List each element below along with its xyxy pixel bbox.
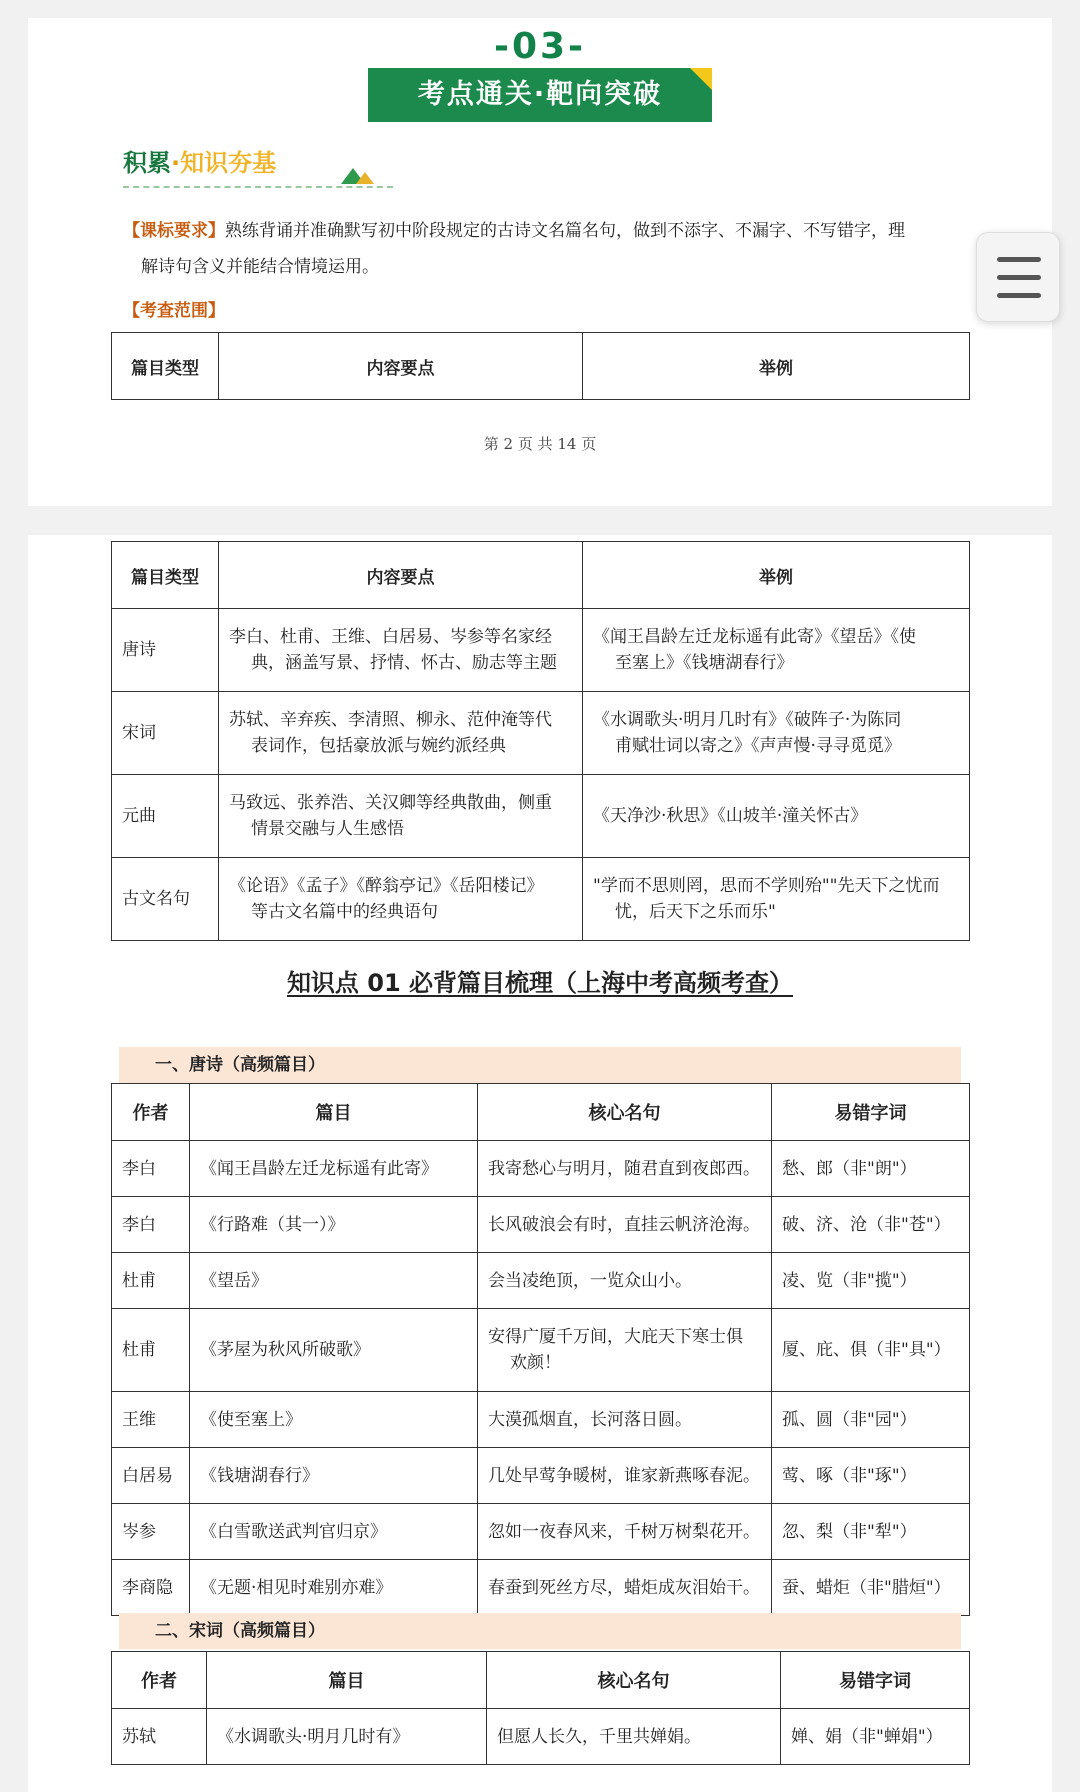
error-words-cell: 厦、庇、俱（非"具"） [772,1309,970,1392]
song-ci-table [111,1651,970,1765]
col-header-title: 篇目 [190,1084,478,1141]
mountain-small-icon [356,172,374,184]
example-line: 至塞上》《钱塘湖春行》 [615,653,794,673]
example-line: 忧，后天下之乐而乐" [615,902,776,922]
col-header-core-lines: 核心名句 [487,1652,781,1709]
core-line-cell: 长风破浪会有时，直挂云帆济沧海。 [478,1197,772,1253]
core-line: 安得广厦千万间，大庇天下寒士俱 [488,1327,743,1347]
col-header-author: 作者 [112,1084,190,1141]
col-header-example: 举例 [583,542,970,609]
title-cell: 《无题·相见时难别亦难》 [190,1560,478,1616]
col-header-type: 篇目类型 [112,333,219,400]
requirement-text-2: 解诗句含义并能结合情境运用。 [141,257,379,277]
core-line-cell [478,1309,772,1392]
example-line: 《天净沙·秋思》《山坡羊·潼关怀古》 [593,806,868,826]
col-header-example: 举例 [583,333,970,400]
author-cell: 李商隐 [112,1560,190,1616]
col-header-content: 内容要点 [219,542,583,609]
content-line: 苏轼、辛弃疾、李清照、柳永、范仲淹等代 [229,710,552,730]
type-cell: 古文名句 [112,858,219,941]
section-number: -03- [494,26,586,67]
subhead-underline [123,186,393,188]
title-cell: 《望岳》 [190,1253,478,1309]
knowledge-point-title-text: 知识点 01 必背篇目梳理（上海中考高频考查） [286,969,794,997]
content-line: 李白、杜甫、王维、白居易、岑参等名家经 [229,627,552,647]
content-cell [219,609,583,692]
example-cell [583,609,970,692]
content-line: 《论语》《孟子》《醉翁亭记》《岳阳楼记》 [229,876,544,896]
error-words-cell: 孤、圆（非"园"） [772,1392,970,1448]
author-cell: 李白 [112,1197,190,1253]
page-number: 第 2 页 共 14 页 [483,435,597,453]
table-row [112,775,970,858]
content-line: 马致远、张养浩、关汉卿等经典散曲，侧重 [229,793,552,813]
core-line-cell: 春蚕到死丝方尽，蜡炬成灰泪始干。 [478,1560,772,1616]
col-header-content: 内容要点 [219,333,583,400]
title-cell: 《使至塞上》 [190,1392,478,1448]
table-row [112,1504,970,1560]
example-cell [583,775,970,858]
title-cell: 《钱塘湖春行》 [190,1448,478,1504]
title-cell: 《白雪歌送武判官归京》 [190,1504,478,1560]
title-cell: 《行路难（其一）》 [190,1197,478,1253]
author-cell: 李白 [112,1141,190,1197]
table-row [112,1197,970,1253]
banner-corner-decoration [690,68,712,90]
error-words-cell: 蚕、蜡炬（非"腊烜"） [772,1560,970,1616]
core-line-cell: 会当凌绝顶，一览众山小。 [478,1253,772,1309]
subhead-accumulate: 积累 [123,149,171,177]
col-header-title: 篇目 [207,1652,487,1709]
type-cell: 元曲 [112,775,219,858]
error-words-cell: 莺、啄（非"琢"） [772,1448,970,1504]
content-line: 表词作，包括豪放派与婉约派经典 [251,736,506,756]
error-words-cell: 凌、览（非"揽"） [772,1253,970,1309]
col-header-error-words: 易错字词 [781,1652,970,1709]
table-row [112,858,970,941]
table-row [112,1560,970,1616]
curriculum-requirement [123,213,1003,285]
knowledge-point-title [28,963,1052,998]
section-banner-label: 考点通关·靶向突破 [417,79,663,110]
requirement-text-1: 熟练背诵并准确默写初中阶段规定的古诗文名篇名句，做到不添字、不漏字、不写错字，理 [225,221,905,241]
author-cell: 苏轼 [112,1709,207,1765]
subhead-foundation: 知识夯基 [180,149,277,177]
core-line-cell: 我寄愁心与明月，随君直到夜郎西。 [478,1141,772,1197]
section-banner [368,68,712,122]
author-cell: 杜甫 [112,1253,190,1309]
error-words-cell: 忽、梨（非"犁"） [772,1504,970,1560]
author-cell: 白居易 [112,1448,190,1504]
table-row [112,1392,970,1448]
table-header-row [112,1652,970,1709]
example-line: "学而不思则罔，思而不学则殆""先天下之忧而 [593,876,940,896]
requirement-tag: 【课标要求】 [123,221,225,241]
author-cell: 杜甫 [112,1309,190,1392]
content-line: 情景交融与人生感悟 [251,819,404,839]
table-row [112,1448,970,1504]
type-cell: 唐诗 [112,609,219,692]
type-cell: 宋词 [112,692,219,775]
col-header-error-words: 易错字词 [772,1084,970,1141]
content-cell [219,775,583,858]
core-line: 欢颜！ [510,1353,561,1373]
core-line-cell: 大漠孤烟直，长河落日圆。 [478,1392,772,1448]
table-row [112,1709,970,1765]
col-header-core-lines: 核心名句 [478,1084,772,1141]
table-row [112,1253,970,1309]
example-cell [583,692,970,775]
scope-table [111,541,970,941]
error-words-cell: 破、济、沧（非"苍"） [772,1197,970,1253]
example-line: 《水调歌头·明月几时有》《破阵子·为陈同 [593,710,902,730]
content-line: 典，涵盖写景、抒情、怀古、励志等主题 [251,653,557,673]
example-line: 甫赋壮词以寄之》《声声慢·寻寻觅觅》 [615,736,901,756]
title-cell: 《水调歌头·明月几时有》 [207,1709,487,1765]
title-cell: 《茅屋为秋风所破歌》 [190,1309,478,1392]
col-header-type: 篇目类型 [112,542,219,609]
example-cell [583,858,970,941]
col-header-author: 作者 [112,1652,207,1709]
tang-poetry-table [111,1083,970,1616]
example-line: 《闻王昌龄左迁龙标遥有此寄》《望岳》《使 [593,627,916,647]
content-cell [219,692,583,775]
table-row [112,1309,970,1392]
scope-tag: 【考查范围】 [123,301,225,321]
author-cell: 岑参 [112,1504,190,1560]
core-line-cell: 几处早莺争暖树，谁家新燕啄春泥。 [478,1448,772,1504]
subhead-dot: · [171,149,181,177]
core-line-cell: 但愿人长久，千里共婵娟。 [487,1709,781,1765]
song-ci-band: 二、宋词（高频篇目） [119,1613,961,1649]
core-line-cell: 忽如一夜春风来，千树万树梨花开。 [478,1504,772,1560]
page-sheet-2 [28,535,1052,1792]
author-cell: 王维 [112,1392,190,1448]
table-row [112,692,970,775]
table-header-row [112,542,970,609]
table-row [112,1141,970,1197]
table-header-row [112,1084,970,1141]
scope-table-header-part [111,332,970,400]
page-sheet-1 [28,18,1052,506]
floating-menu-button[interactable] [976,232,1060,322]
tang-poetry-band: 一、唐诗（高频篇目） [119,1047,961,1083]
content-line: 等古文名篇中的经典语句 [251,902,438,922]
title-cell: 《闻王昌龄左迁龙标遥有此寄》 [190,1141,478,1197]
error-words-cell: 婵、娟（非"蝉娟"） [781,1709,970,1765]
table-row [112,609,970,692]
error-words-cell: 愁、郎（非"朗"） [772,1141,970,1197]
subsection-heading [123,143,276,178]
content-cell [219,858,583,941]
